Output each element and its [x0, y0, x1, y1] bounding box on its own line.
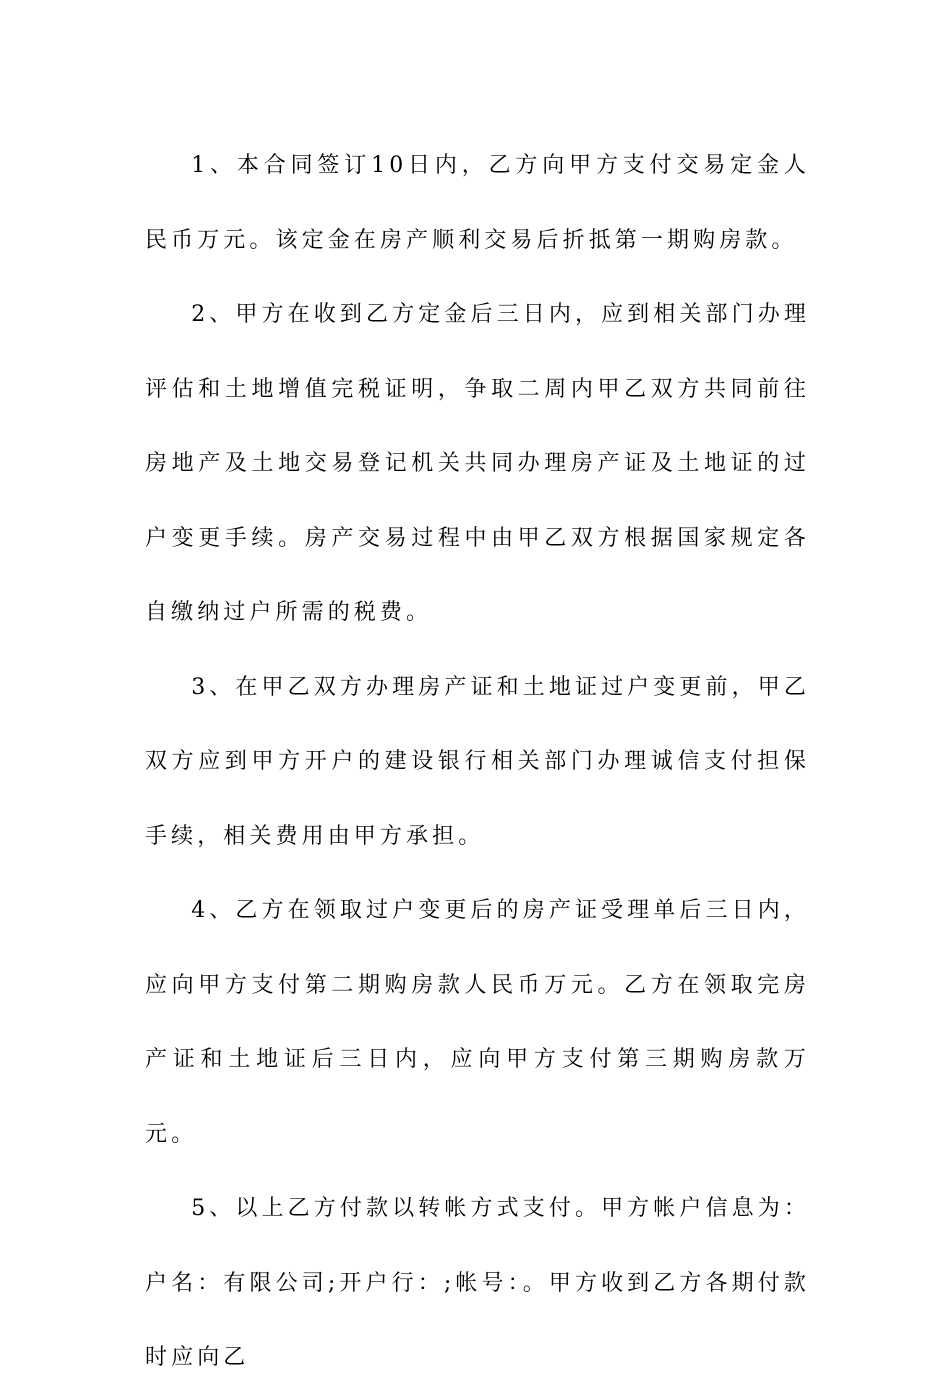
- paragraph-4: 4、乙方在领取过户变更后的房产证受理单后三日内，应向甲方支付第二期购房款人民币万元。乙方在领取完房产证和土地证后三日内，应向甲方支付第三期购房款万元。: [145, 898, 810, 1147]
- paragraph-2: 2、甲方在收到乙方定金后三日内，应到相关部门办理评估和土地增值完税证明，争取二周内甲乙双方共同前往房地产及土地交易登记机关共同办理房产证及土地证的过户变更手续。房产交易过程中由甲乙双方根据国家规定各自缴纳过户所需的税费。: [145, 302, 810, 625]
- document-body: [145, 129, 810, 1396]
- paragraph-5: 5、以上乙方付款以转帐方式支付。甲方帐户信息为：户名：有限公司;开户行：;帐号：。甲方收到乙方各期付款时应向乙: [145, 1196, 810, 1370]
- paragraph-1: 1、本合同签订10日内，乙方向甲方支付交易定金人民币万元。该定金在房产顺利交易后折抵第一期购房款。: [145, 153, 810, 253]
- paragraph-3: 3、在甲乙双方办理房产证和土地证过户变更前，甲乙双方应到甲方开户的建设银行相关部门办理诚信支付担保手续，相关费用由甲方承担。: [145, 674, 810, 849]
